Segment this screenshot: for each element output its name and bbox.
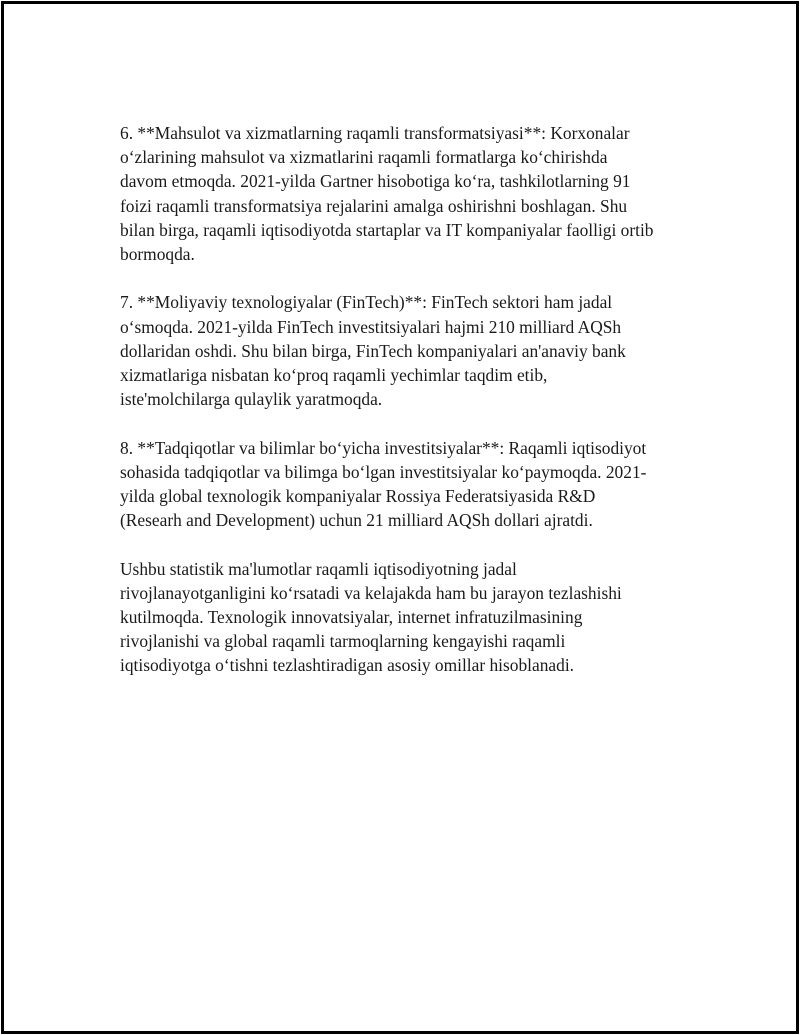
text-line: o‘smoqda. 2021-yilda FinTech investitsiyalari hajmi 210 milliard AQSh (120, 316, 622, 337)
text-line: foizi raqamli transformatsiya rejalarini amalga oshirishni boshlagan. Shu (120, 195, 628, 216)
text-line: kutilmoqda. Texnologik innovatsiyalar, internet infratuzilmasining (120, 607, 583, 628)
text-line: rivojlanayotganligini ko‘rsatadi va kelajakda ham bu jarayon tezlashishi (120, 582, 622, 603)
paragraph-research-investments (120, 436, 686, 533)
text-line: sohasida tadqiqotlar va bilimga bo‘lgan investitsiyalar ko‘paymoqda. 2021- (120, 461, 647, 482)
text-line: iqtisodiyotga o‘tishni tezlashtiradigan asosiy omillar hisoblanadi. (120, 655, 575, 676)
text-line: (Researh and Development) uchun 21 milliard AQSh dollari ajratdi. (120, 510, 593, 531)
paragraph-digital-transformation (120, 121, 686, 266)
paragraph-conclusion (120, 557, 686, 678)
text-line: iste'molchilarga qulaylik yaratmoqda. (120, 389, 383, 410)
text-line: Ushbu statistik ma'lumotlar raqamli iqtisodiyotning jadal (120, 558, 517, 579)
text-line: o‘zlarining mahsulot va xizmatlarini raqamli formatlarga ko‘chirishda (120, 147, 608, 168)
text-line: bormoqda. (120, 244, 195, 265)
text-line: 8. **Tadqiqotlar va bilimlar bo‘yicha investitsiyalar**: Raqamli iqtisodiyot (120, 437, 647, 458)
text-line: yilda global texnologik kompaniyalar Rossiya Federatsiyasida R&D (120, 486, 596, 507)
text-line: bilan birga, raqamli iqtisodiyotda startaplar va IT kompaniyalar faolligi ortib (120, 219, 654, 240)
text-line: 7. **Moliyaviy texnologiyalar (FinTech)**: FinTech sektori ham jadal (120, 292, 613, 313)
text-line: xizmatlariga nisbatan ko‘proq raqamli yechimlar taqdim etib, (120, 365, 548, 386)
text-line: rivojlanishi va global raqamli tarmoqlarning kengayishi raqamli (120, 631, 566, 652)
paragraph-fintech (120, 290, 686, 411)
document-body (120, 121, 686, 678)
text-line: dollaridan oshdi. Shu bilan birga, FinTech kompaniyalari an'anaviy bank (120, 340, 626, 361)
document-page (1, 1, 799, 1034)
text-line: 6. **Mahsulot va xizmatlarning raqamli transformatsiyasi**: Korxonalar (120, 123, 630, 143)
text-line: davom etmoqda. 2021-yilda Gartner hisobotiga ko‘ra, tashkilotlarning 91 (120, 171, 631, 192)
